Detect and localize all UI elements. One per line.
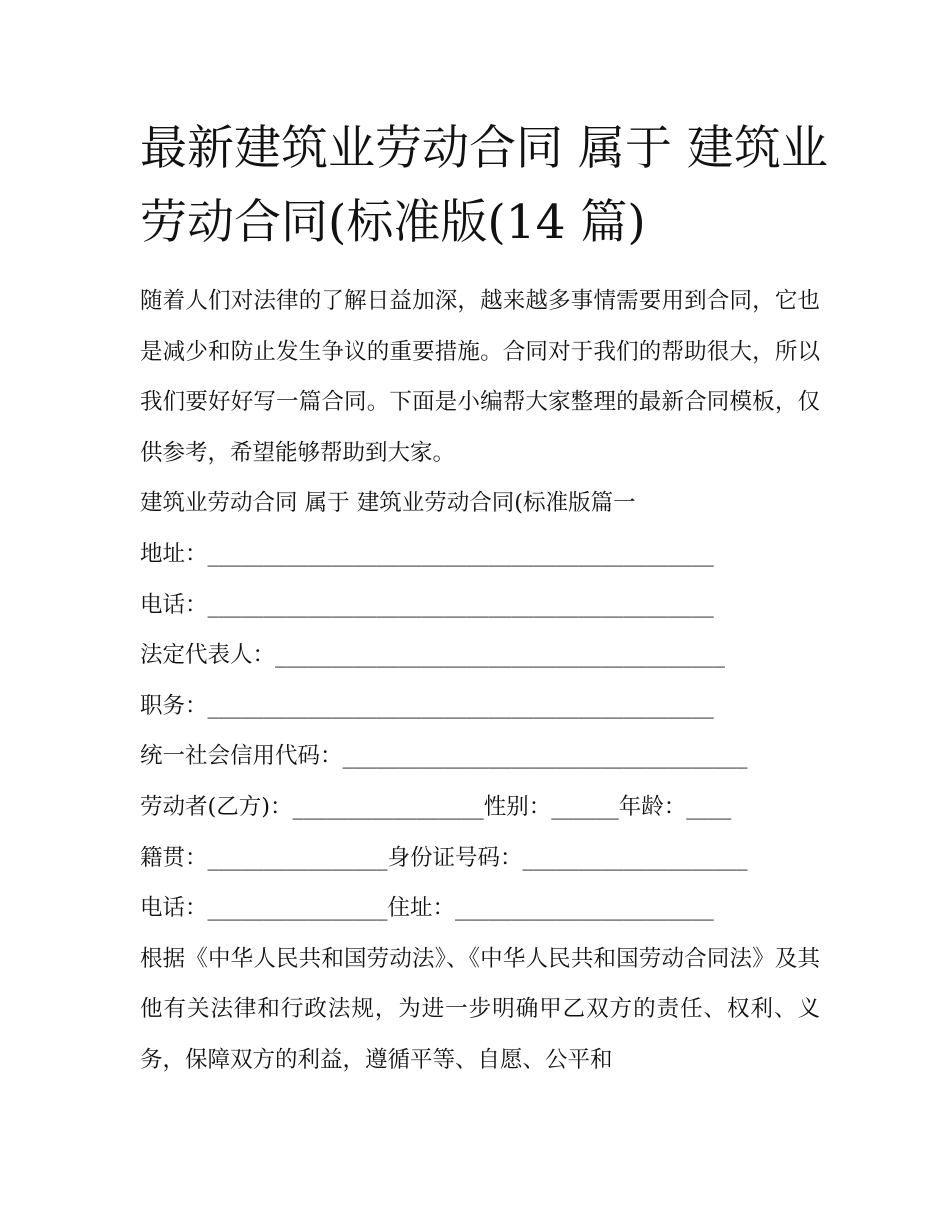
worker-field: 劳动者(乙方)：_________________性别：______年龄：____ xyxy=(140,793,732,820)
intro-paragraph: 随着人们对法律的了解日益加深，越来越多事情需要用到合同，它也是减少和防止发生争议的重要措施。合同对于我们的帮助很大，所以我们要好好写一篇合同。下面是小编帮大家整理的最新合同模板，仅供参考，希望能够帮助到大家。 xyxy=(140,288,820,466)
credit-code-field: 统一社会信用代码：____________________________________ xyxy=(140,743,748,770)
document-title: 最新建筑业劳动合同 属于 建筑业劳动合同(标准版(14 篇) xyxy=(140,121,828,250)
phone-field: 电话：_____________________________________________ xyxy=(140,591,714,618)
document-body xyxy=(140,276,820,1086)
section-heading: 建筑业劳动合同 属于 建筑业劳动合同(标准版篇一 xyxy=(140,490,636,517)
native-place-field: 籍贯：________________身份证号码：____________________ xyxy=(140,844,748,871)
worker-phone-field: 电话：________________住址：_______________________ xyxy=(140,895,714,922)
address-field: 地址：_____________________________________________ xyxy=(140,540,714,567)
closing-paragraph: 根据《中华人民共和国劳动法》、《中华人民共和国劳动合同法》及其他有关法律和行政法规，为进一步明确甲乙双方的责任、权利、义务，保障双方的利益，遵循平等、自愿、公平和 xyxy=(140,945,820,1073)
position-field: 职务：_____________________________________________ xyxy=(140,692,714,719)
legal-rep-field: 法定代表人：________________________________________ xyxy=(140,642,726,669)
